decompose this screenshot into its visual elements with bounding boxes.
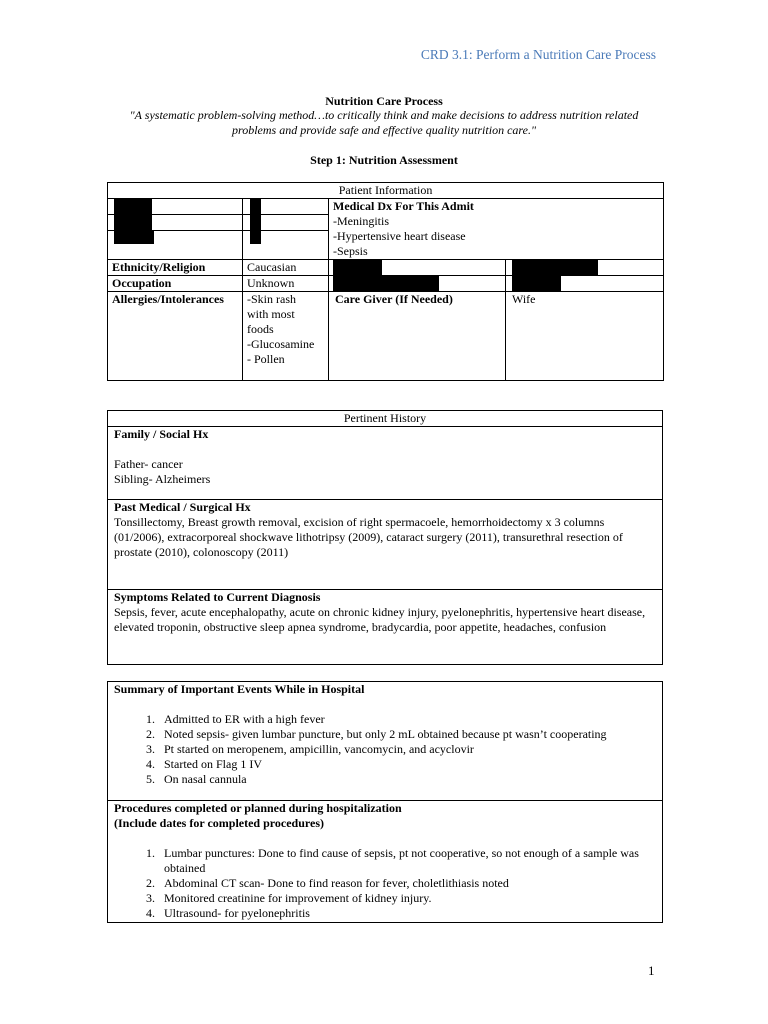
medical-dx-item: -Hypertensive heart disease [333,229,466,243]
list-item: 3. Pt started on meropenem, ampicillin, vancomycin, and acyclovir [158,742,656,757]
procedures-section [108,801,663,923]
quote-line-1: "A systematic problem-solving method…to critically think and make decisions to address nutrition related [129,108,639,122]
caregiver-value: Wife [506,292,664,381]
family-social-hx-label: Family / Social Hx [114,427,209,441]
hospital-events-table [107,681,663,923]
definition-quote [0,108,768,138]
family-social-hx-section [108,427,663,500]
ethnicity-value: Caucasian [243,260,329,276]
past-medical-hx-section [108,500,663,590]
redacted-value-cell [243,199,329,260]
redaction-block [250,199,261,214]
allergies-label: Allergies/Intolerances [108,292,243,381]
medical-dx-item: -Sepsis [333,244,368,258]
symptoms-section [108,590,663,665]
list-item: 4. Ultrasound- for pyelonephritis [158,906,656,921]
redaction-block [114,215,152,230]
redaction-block [114,199,152,214]
page-number: 1 [648,963,655,978]
quote-line-2: problems and provide safe and effective quality nutrition care." [232,123,536,137]
redaction-block [512,260,598,275]
allergy-line: foods [247,322,274,336]
pertinent-history-table [107,410,663,665]
symptoms-text: Sepsis, fever, acute encephalopathy, acute on chronic kidney injury, pyelonephritis, hypertensive heart disease, elevated troponin, obstructive sleep apnea syndrome, bradycardia, poor appetite, headaches, confusion [114,605,646,634]
list-item: 5. On nasal cannula [158,772,656,787]
medical-dx-item: -Meningitis [333,214,389,228]
occupation-label: Occupation [108,276,243,292]
redacted-id-cell [108,199,243,260]
list-item: 3. Monitored creatinine for improvement of kidney injury. [158,891,656,906]
redacted-cell [506,260,664,276]
events-summary-section [108,682,663,801]
redaction-block [512,276,561,291]
allergy-line: with most [247,307,295,321]
redaction-block [250,231,261,244]
events-summary-label: Summary of Important Events While in Hospital [114,682,365,696]
patient-info-table [107,182,664,381]
medical-dx-cell [329,199,664,260]
redaction-block [333,260,382,275]
redacted-cell [329,276,506,292]
occupation-value: Unknown [243,276,329,292]
document-header-label: CRD 3.1: Perform a Nutrition Care Process [420,47,656,62]
caregiver-label: Care Giver (If Needed) [329,292,506,381]
family-hx-item: Father- cancer [114,457,183,471]
medical-dx-label: Medical Dx For This Admit [333,199,474,213]
procedures-label-note: (Include dates for completed procedures) [114,816,324,830]
events-summary-list [114,712,656,787]
allergies-value [243,292,329,381]
patient-info-title: Patient Information [108,183,664,199]
symptoms-label: Symptoms Related to Current Diagnosis [114,590,321,604]
redaction-block [333,276,439,291]
redacted-cell [329,260,506,276]
procedures-label: Procedures completed or planned during hospitalization [114,801,402,815]
redacted-cell [506,276,664,292]
list-item: 4. Started on Flag 1 IV [158,757,656,772]
allergy-line: - Pollen [247,352,285,366]
past-medical-hx-text: Tonsillectomy, Breast growth removal, excision of right spermacoele, hemorrhoidectomy x 3 columns (01/2006), extracorporeal shockwave lithotripsy (2009), cataract surgery (2011), transurethral resection of prostate (2010), colonoscopy (2011) [114,515,623,559]
redaction-block [250,215,261,230]
list-item: 2. Noted sepsis- given lumbar puncture, but only 2 mL obtained because pt wasn’t cooperating [158,727,656,742]
past-medical-hx-label: Past Medical / Surgical Hx [114,500,251,514]
list-item: 1. Lumbar punctures: Done to find cause of sepsis, pt not cooperative, so not enough of a sample was obtained [158,846,656,876]
family-hx-item: Sibling- Alzheimers [114,472,211,486]
allergy-line: -Glucosamine [247,337,315,351]
pertinent-history-title: Pertinent History [108,411,663,427]
page-title: Nutrition Care Process [325,94,443,108]
step-heading: Step 1: Nutrition Assessment [310,153,458,167]
allergy-line: -Skin rash [247,292,296,306]
ethnicity-label: Ethnicity/Religion [108,260,243,276]
procedures-list [114,846,656,921]
redaction-block [114,231,154,244]
list-item: 2. Abdominal CT scan- Done to find reason for fever, choletlithiasis noted [158,876,656,891]
list-item: 1. Admitted to ER with a high fever [158,712,656,727]
